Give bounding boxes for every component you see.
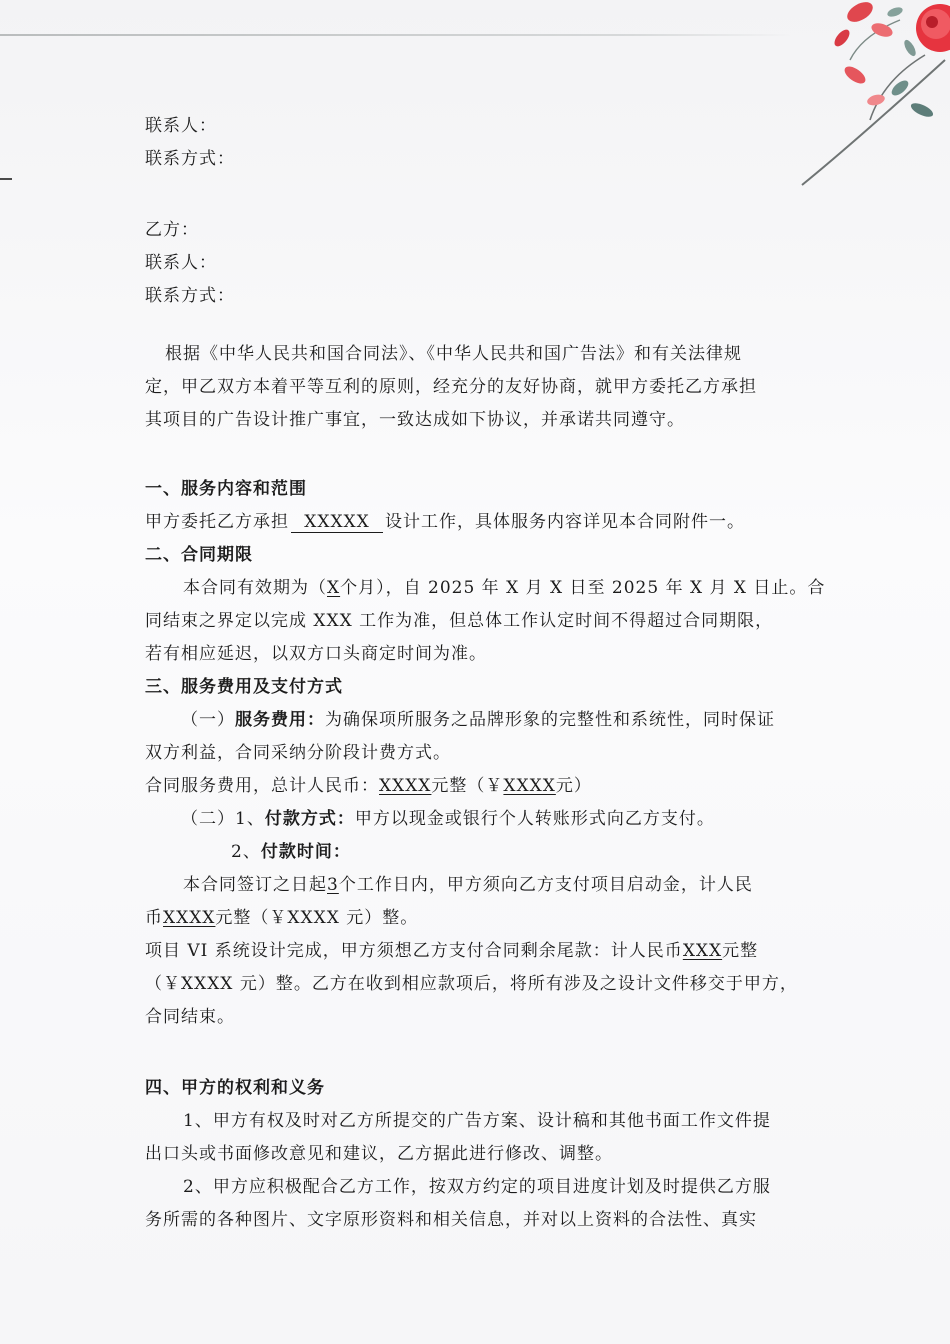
section-4-item-2a: 2、甲方应积极配合乙方工作，按双方约定的项目进度计划及时提供乙方服 [183, 1177, 771, 1197]
section-2-line-1: 本合同有效期为（X个月），自 2025 年 X 月 X 日至 2025 年 X 月 X 日止。合 [183, 578, 826, 598]
fee-line-2: 双方利益，合同采纳分阶段计费方式。 [145, 743, 451, 763]
payment-time-4: （￥XXXX 元）整。乙方在收到相应款项后，将所有涉及之设计文件移交于甲方， [145, 974, 798, 994]
section-1-text: 甲方委托乙方承担 XXXXX 设计工作，具体服务内容详见本合同附件一。 [145, 512, 745, 532]
fill-blank: XXXXX [291, 512, 383, 533]
section-2-heading: 二、合同期限 [145, 545, 253, 565]
spacer [145, 176, 810, 209]
spacer [145, 313, 810, 335]
total-fee-line: 合同服务费用，总计人民币：XXXX元整（￥XXXX元） [145, 776, 592, 796]
section-2-line-3: 若有相应延迟，以双方口头商定时间为准。 [145, 644, 487, 664]
preamble-line-1: 根据《中华人民共和国合同法》、《中华人民共和国广告法》和有关法律规 [165, 344, 742, 364]
payment-time-3: 项目 VI 系统设计完成，甲方须想乙方支付合同剩余尾款：计人民币XXX元整 [145, 941, 759, 961]
payment-time-1: 本合同签订之日起3个工作日内，甲方须向乙方支付项目启动金，计人民 [183, 875, 753, 895]
party-b-contact-method: 联系方式： [145, 286, 235, 306]
payment-method-line: （二）1、付款方式：甲方以现金或银行个人转账形式向乙方支付。 [181, 809, 715, 829]
margin-mark [0, 178, 12, 180]
spacer [145, 437, 810, 473]
party-a-contact-person: 联系人： [145, 116, 217, 136]
party-a-contact-method: 联系方式： [145, 149, 235, 169]
preamble-line-2: 定，甲乙双方本着平等互利的原则，经充分的友好协商，就甲方委托乙方承担 [145, 377, 757, 397]
section-3-heading: 三、服务费用及支付方式 [145, 677, 343, 697]
section-4-item-1b: 出口头或书面修改意见和建议，乙方据此进行修改、调整。 [145, 1144, 613, 1164]
party-b-label: 乙方： [145, 220, 199, 240]
contract-body [145, 110, 826, 1237]
spacer [145, 1034, 810, 1072]
top-rule [0, 34, 790, 36]
payment-time-2: 币XXXX元整（￥XXXX 元）整。 [145, 908, 419, 928]
payment-time-line: 2、付款时间： [231, 842, 351, 862]
section-1-heading: 一、服务内容和范围 [145, 479, 307, 499]
payment-time-5: 合同结束。 [145, 1007, 235, 1027]
section-2-line-2: 同结束之界定以完成 XXX 工作为准，但总体工作认定时间不得超过合同期限， [145, 611, 774, 631]
section-4-heading: 四、甲方的权利和义务 [145, 1078, 325, 1098]
preamble-line-3: 其项目的广告设计推广事宜，一致达成如下协议，并承诺共同遵守。 [145, 410, 685, 430]
section-4-item-1a: 1、甲方有权及时对乙方所提交的广告方案、设计稿和其他书面工作文件提 [183, 1111, 771, 1131]
section-4-item-2b: 务所需的各种图片、文字原形资料和相关信息，并对以上资料的合法性、真实 [145, 1210, 757, 1230]
party-b-contact-person: 联系人： [145, 253, 217, 273]
fee-line: （一）服务费用：为确保项所服务之品牌形象的完整性和系统性，同时保证 [181, 710, 775, 730]
